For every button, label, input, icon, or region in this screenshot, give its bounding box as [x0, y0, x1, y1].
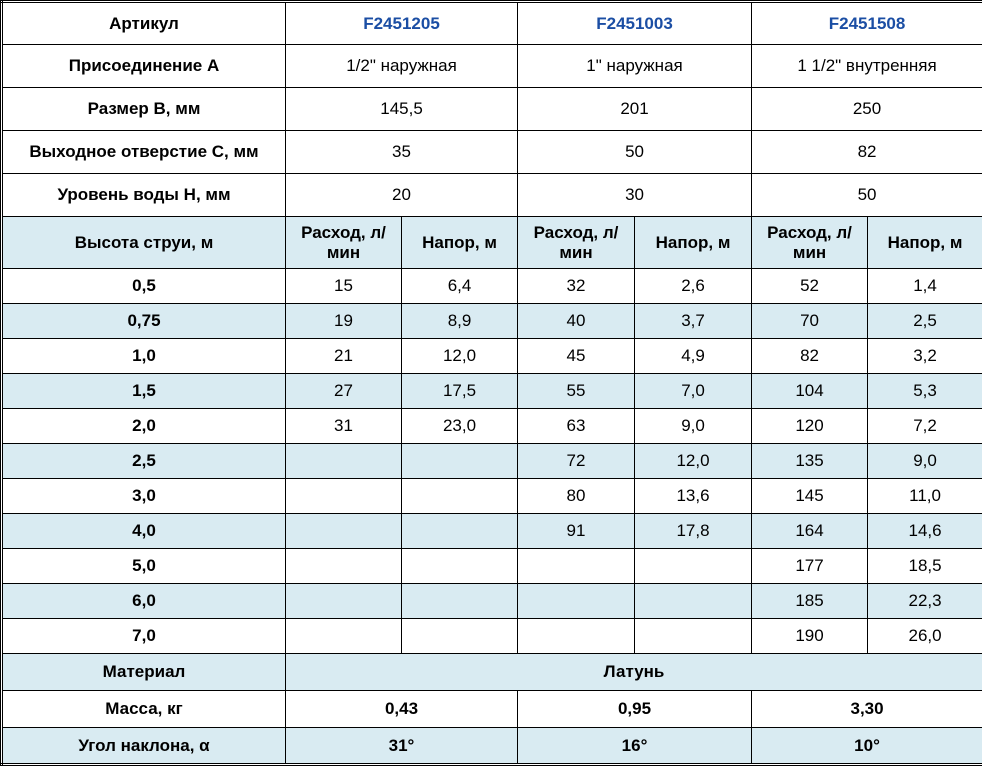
head-value: 11,0: [868, 479, 982, 514]
head-value: 12,0: [635, 444, 752, 479]
head-value: [402, 479, 518, 514]
angle-value: 10°: [752, 728, 982, 765]
head-value: 12,0: [402, 339, 518, 374]
flow-value: 177: [752, 549, 868, 584]
row-label: Материал: [2, 654, 286, 691]
flow-value: 52: [752, 269, 868, 304]
flow-column-header: Расход, л/мин: [518, 217, 635, 269]
flow-value: 63: [518, 409, 635, 444]
head-value: 13,6: [635, 479, 752, 514]
spec-value: 145,5: [286, 88, 518, 131]
table-row: [2, 444, 982, 479]
jet-height-value: 2,5: [2, 444, 286, 479]
flow-value: [286, 549, 402, 584]
flow-value: 70: [752, 304, 868, 339]
jet-height-value: 3,0: [2, 479, 286, 514]
spec-value: 20: [286, 174, 518, 217]
row-label: Выходное отверстие C, мм: [2, 131, 286, 174]
head-value: 9,0: [868, 444, 982, 479]
table-row: [2, 584, 982, 619]
head-value: [402, 619, 518, 654]
table-row: [2, 374, 982, 409]
row-label: Угол наклона, α: [2, 728, 286, 765]
head-value: 7,2: [868, 409, 982, 444]
flow-value: 72: [518, 444, 635, 479]
flow-value: 190: [752, 619, 868, 654]
flow-value: [286, 619, 402, 654]
angle-value: 16°: [518, 728, 752, 765]
spec-value: 82: [752, 131, 982, 174]
flow-value: 40: [518, 304, 635, 339]
flow-value: 15: [286, 269, 402, 304]
flow-value: 27: [286, 374, 402, 409]
head-value: [402, 584, 518, 619]
flow-value: 19: [286, 304, 402, 339]
head-value: [635, 549, 752, 584]
head-value: [635, 619, 752, 654]
mass-value: 0,95: [518, 691, 752, 728]
spec-value: 201: [518, 88, 752, 131]
spec-value: 1" наружная: [518, 45, 752, 88]
jet-height-value: 7,0: [2, 619, 286, 654]
flow-value: [518, 619, 635, 654]
head-column-header: Напор, м: [402, 217, 518, 269]
spec-value: 250: [752, 88, 982, 131]
flow-value: [286, 444, 402, 479]
head-column-header: Напор, м: [635, 217, 752, 269]
spec-value: 50: [752, 174, 982, 217]
table-row: [2, 304, 982, 339]
row-label: Присоединение A: [2, 45, 286, 88]
article-number: F2451508: [752, 2, 982, 45]
head-value: 8,9: [402, 304, 518, 339]
head-value: 6,4: [402, 269, 518, 304]
head-value: 2,5: [868, 304, 982, 339]
spec-value: 1 1/2" внутренняя: [752, 45, 982, 88]
head-value: 26,0: [868, 619, 982, 654]
head-value: 18,5: [868, 549, 982, 584]
flow-value: 120: [752, 409, 868, 444]
head-value: 23,0: [402, 409, 518, 444]
spec-value: 50: [518, 131, 752, 174]
table-row: [2, 2, 982, 45]
spec-value: 1/2" наружная: [286, 45, 518, 88]
head-value: 4,9: [635, 339, 752, 374]
material-value: Латунь: [286, 654, 982, 691]
table-row: [2, 479, 982, 514]
table-row: [2, 174, 982, 217]
flow-value: [286, 479, 402, 514]
head-value: 2,6: [635, 269, 752, 304]
row-label: Масса, кг: [2, 691, 286, 728]
table-row: [2, 619, 982, 654]
table-row: [2, 131, 982, 174]
head-column-header: Напор, м: [868, 217, 982, 269]
angle-value: 31°: [286, 728, 518, 765]
head-value: 22,3: [868, 584, 982, 619]
flow-value: 21: [286, 339, 402, 374]
jet-height-value: 4,0: [2, 514, 286, 549]
spec-value: 35: [286, 131, 518, 174]
head-value: 3,7: [635, 304, 752, 339]
flow-value: 55: [518, 374, 635, 409]
flow-value: 82: [752, 339, 868, 374]
table-row: [2, 88, 982, 131]
head-value: 14,6: [868, 514, 982, 549]
article-number: F2451205: [286, 2, 518, 45]
head-value: 1,4: [868, 269, 982, 304]
flow-value: 32: [518, 269, 635, 304]
head-value: 17,8: [635, 514, 752, 549]
flow-value: 31: [286, 409, 402, 444]
mass-value: 3,30: [752, 691, 982, 728]
head-value: [402, 514, 518, 549]
table-row: [2, 45, 982, 88]
head-value: 9,0: [635, 409, 752, 444]
table-row: [2, 654, 982, 691]
flow-value: [286, 584, 402, 619]
row-label: Уровень воды H, мм: [2, 174, 286, 217]
flow-column-header: Расход, л/мин: [286, 217, 402, 269]
head-value: [402, 444, 518, 479]
table-row: [2, 728, 982, 765]
jet-height-value: 2,0: [2, 409, 286, 444]
table-row: [2, 269, 982, 304]
table-row: [2, 691, 982, 728]
flow-value: 80: [518, 479, 635, 514]
table-row: [2, 339, 982, 374]
row-label: Артикул: [2, 2, 286, 45]
row-label: Размер B, мм: [2, 88, 286, 131]
flow-column-header: Расход, л/мин: [752, 217, 868, 269]
flow-value: [518, 584, 635, 619]
flow-value: 45: [518, 339, 635, 374]
flow-value: 104: [752, 374, 868, 409]
flow-value: 185: [752, 584, 868, 619]
table-row: [2, 217, 982, 269]
head-value: 3,2: [868, 339, 982, 374]
spec-value: 30: [518, 174, 752, 217]
table-row: [2, 409, 982, 444]
flow-value: [286, 514, 402, 549]
jet-height-value: 6,0: [2, 584, 286, 619]
head-value: 7,0: [635, 374, 752, 409]
jet-height-header: Высота струи, м: [2, 217, 286, 269]
flow-value: 145: [752, 479, 868, 514]
article-number: F2451003: [518, 2, 752, 45]
table-row: [2, 549, 982, 584]
jet-height-value: 1,5: [2, 374, 286, 409]
head-value: 17,5: [402, 374, 518, 409]
jet-height-value: 0,75: [2, 304, 286, 339]
flow-value: 91: [518, 514, 635, 549]
head-value: [402, 549, 518, 584]
flow-value: 164: [752, 514, 868, 549]
head-value: 5,3: [868, 374, 982, 409]
jet-height-value: 5,0: [2, 549, 286, 584]
head-value: [635, 584, 752, 619]
flow-value: 135: [752, 444, 868, 479]
flow-value: [518, 549, 635, 584]
mass-value: 0,43: [286, 691, 518, 728]
table-row: [2, 514, 982, 549]
jet-height-value: 1,0: [2, 339, 286, 374]
jet-height-value: 0,5: [2, 269, 286, 304]
